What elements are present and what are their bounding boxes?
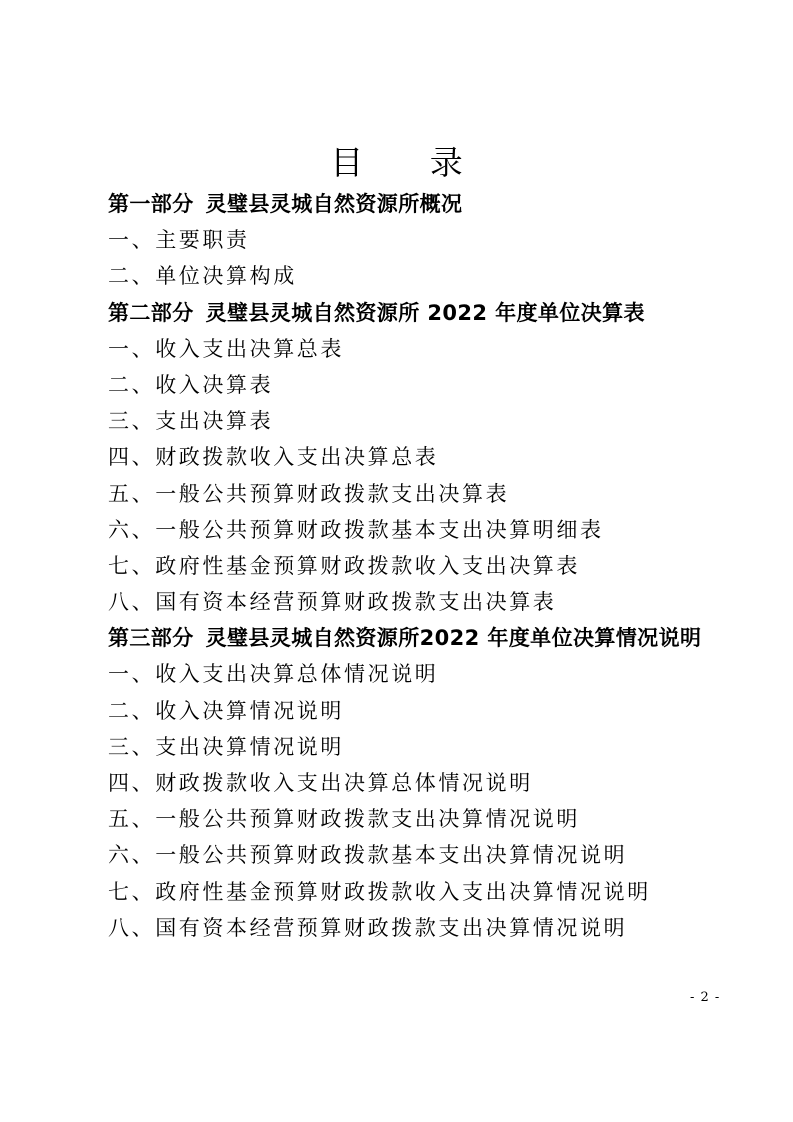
part-label: 第一部分	[108, 192, 194, 216]
table-of-contents	[108, 186, 720, 946]
toc-item: 八、国有资本经营预算财政拨款支出决算表	[108, 590, 557, 615]
toc-item: 六、一般公共预算财政拨款基本支出决算情况说明	[108, 843, 628, 868]
part-title: 灵璧县灵城自然资源所 2022 年度单位决算表	[205, 300, 645, 325]
part-title: 灵璧县灵城自然资源所概况	[205, 192, 463, 216]
toc-item: 二、收入决算表	[108, 372, 274, 397]
toc-item: 八、国有资本经营预算财政拨款支出决算情况说明	[108, 915, 628, 940]
part-heading-1	[108, 186, 720, 222]
toc-item: 二、单位决算构成	[108, 264, 297, 289]
toc-item: 一、收入支出决算总表	[108, 336, 344, 361]
page-number: - 2 -	[690, 990, 721, 1005]
toc-item: 四、财政拨款收入支出决算总表	[108, 445, 439, 470]
toc-item: 七、政府性基金预算财政拨款收入支出决算情况说明	[108, 879, 651, 904]
part-label: 第二部分	[108, 300, 194, 325]
part-label: 第三部分	[108, 626, 194, 651]
toc-item: 五、一般公共预算财政拨款支出决算情况说明	[108, 807, 580, 832]
part-heading-3	[108, 620, 720, 656]
toc-item: 三、支出决算情况说明	[108, 734, 344, 759]
toc-item: 六、一般公共预算财政拨款基本支出决算明细表	[108, 517, 604, 542]
part-heading-2	[108, 295, 720, 331]
toc-item: 三、支出决算表	[108, 409, 274, 434]
toc-item: 一、收入支出决算总体情况说明	[108, 662, 439, 687]
toc-item: 一、主要职责	[108, 228, 250, 253]
part-title: 灵璧县灵城自然资源所2022 年度单位决算情况说明	[205, 626, 702, 651]
toc-item: 七、政府性基金预算财政拨款收入支出决算表	[108, 553, 580, 578]
toc-item: 五、一般公共预算财政拨款支出决算表	[108, 481, 510, 506]
toc-item: 四、财政拨款收入支出决算总体情况说明	[108, 771, 533, 796]
toc-item: 二、收入决算情况说明	[108, 698, 344, 723]
page-title: 目 录	[330, 143, 491, 182]
